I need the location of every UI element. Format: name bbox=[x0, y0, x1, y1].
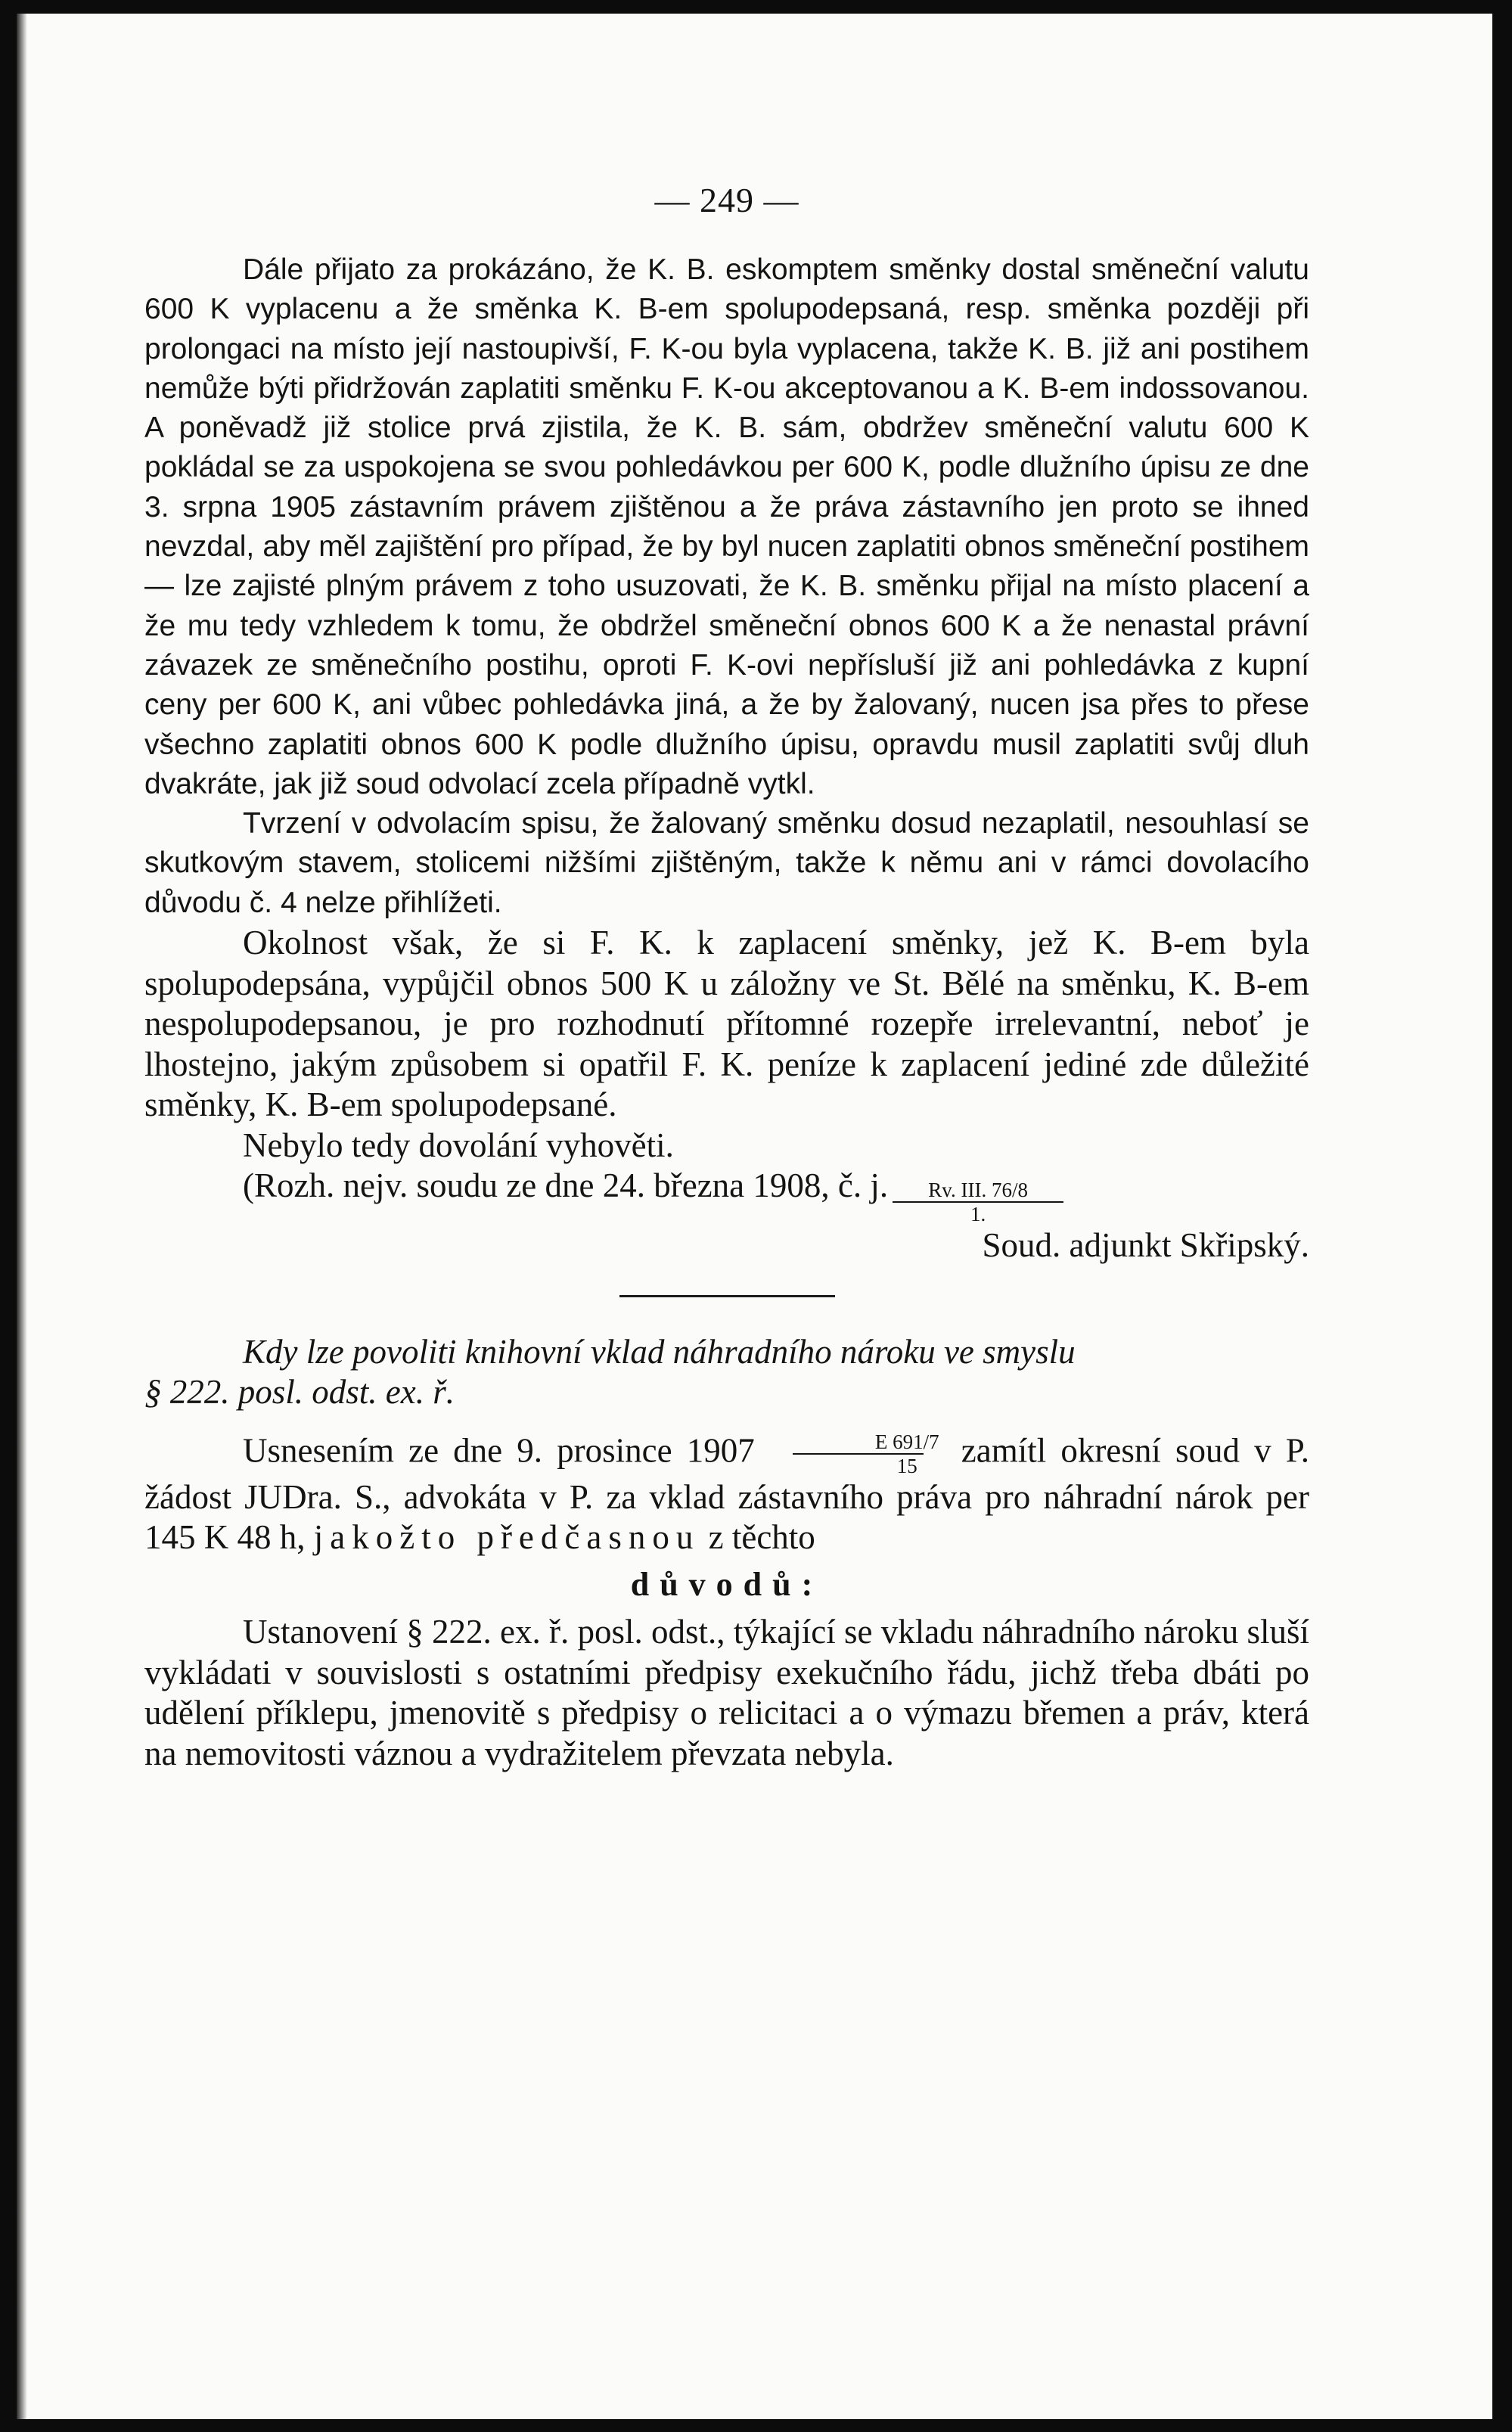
document-page bbox=[17, 14, 1492, 2419]
resolution-end: z těchto bbox=[708, 1518, 815, 1557]
citation-reference-fraction bbox=[893, 1179, 1063, 1225]
paragraph-reasons: Ustanovení § 222. ex. ř. posl. odst., týkající se vkladu náhradního nároku sluší vykládati v souvislosti s ostatními předpisy exekučního řádu, jichž třeba dbáti po udělení příklepu, jmenovitě s předpisy o relicitaci a o výmazu břemen a práv, která na nemovitosti váznou a vydražitelem převzata nebyla. bbox=[144, 1613, 1309, 1772]
court-citation bbox=[243, 1166, 1309, 1225]
decision-text-sans bbox=[144, 250, 1309, 923]
section-heading-line-1: Kdy lze povoliti knihovní vklad náhradního nároku ve smyslu bbox=[243, 1332, 1076, 1371]
citation-text: (Rozh. nejv. soudu ze dne 24. března 1908, č. j. bbox=[243, 1166, 889, 1205]
section-divider bbox=[619, 1295, 835, 1297]
resolution-before: Usnesením ze dne 9. prosince 1907 bbox=[243, 1430, 755, 1469]
page-number: — 249 — bbox=[654, 181, 799, 219]
paragraph-resolution bbox=[144, 1430, 1309, 1558]
signature: Soud. adjunkt Skřipský. bbox=[982, 1226, 1309, 1265]
resolution-reference-fraction bbox=[774, 1430, 942, 1477]
paragraph-circumstance: Okolnost však, že si F. K. k zaplacení směnky, jež K. B-em byla spolupodepsána, vypůjčil obnos 500 K u záložny ve St. Bělé na směnku, K. B-em nespolupodepsanou, je pro rozhodnutí přítomné rozepře irrelevantní, neboť je lhostejno, jakým způsobem si opatřil F. K. peníze k zaplacení jediné zde důležité směnky, K. B-em spolupodepsané. bbox=[144, 924, 1309, 1124]
resolution-text bbox=[144, 1430, 1309, 1775]
decision-text-serif bbox=[144, 923, 1309, 1266]
paragraph-conclusion: Nebylo tedy dovolání vyhověti. bbox=[243, 1126, 674, 1164]
reasons-heading: důvodů: bbox=[630, 1565, 824, 1603]
section-heading bbox=[144, 1332, 1309, 1412]
resolution-emphasis: jakožto předčasnou bbox=[313, 1518, 700, 1557]
citation-fraction-denominator: 1. bbox=[893, 1201, 1063, 1225]
section-heading-line-2: § 222. posl. odst. ex. ř. bbox=[144, 1372, 455, 1411]
paragraph-facts: Dále přijato za prokázáno, že K. B. eskomptem směnky dostal směneční valutu 600 K vyplacenu a že směnka K. B-em spolupodepsaná, resp. směnka později při prolongaci na místo její nastoupivší, F. K-ou byla vyplacena, takže K. B. již ani postihem nemůže býti přidržován zaplatiti směnku F. K-ou akceptovanou a K. B-em indossovanou. A poněvadž již stolice prvá zjistila, že K. B. sám, obdržev směneční valutu 600 K pokládal se za uspokojena se svou pohledávkou per 600 K, podle dlužního úpisu ze dne 3. srpna 1905 zástavním právem zjištěnou a že práva zástavního jen proto se ihned nevzdal, aby měl zajištění pro případ, že by byl nucen zaplatiti obnos směneční postihem — lze zajisté plným právem z toho usuzovati, že K. B. směnku přijal na místo placení a že mu tedy vzhledem k tomu, že obdržel směneční obnos 600 K a že nenastal právní závazek ze směnečního postihu, oproti F. K-ovi nepřísluší již ani pohledávka z kupní ceny per 600 K, ani vůbec pohledávka jiná, a že by žalovaný, nucen jsa přes to přese všechno zaplatiti obnos 600 K podle dlužního úpisu, opravdu musil zaplatiti svůj dluh dvakráte, jak již soud odvolací zcela případně vytkl. bbox=[144, 253, 1309, 800]
citation-fraction-numerator: Rv. III. 76/8 bbox=[928, 1179, 1028, 1202]
paragraph-appeal-claim: Tvrzení v odvolacím spisu, že žalovaný směnku dosud nezaplatil, nesouhlasí se skutkovým stavem, stolicemi nižšími zjištěným, takže k němu ani v rámci dovolacího důvodu č. 4 nelze přihlížeti. bbox=[144, 807, 1309, 919]
page-content bbox=[144, 180, 1309, 1774]
resolution-after: zamítl okresní soud v P. žádost JUDra. S., advokáta v P. za vklad zástavního práva pro náhradní nárok per 145 K 48 h, bbox=[144, 1430, 1310, 1557]
resolution-fraction-numerator: E 691/7 bbox=[874, 1430, 939, 1453]
resolution-fraction-denominator: 15 bbox=[793, 1453, 924, 1477]
